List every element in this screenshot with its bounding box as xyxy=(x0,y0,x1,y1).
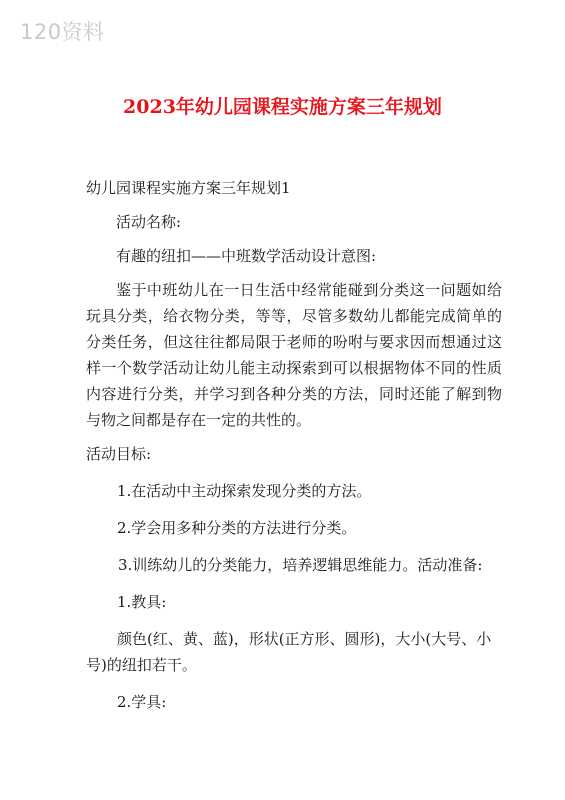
document-title: 2023年幼儿园课程实施方案三年规划 xyxy=(123,96,442,118)
goal-item-2: 2.学会用多种分类的方法进行分类。 xyxy=(117,519,357,537)
document-body xyxy=(86,175,502,715)
activity-name-label: 活动名称: xyxy=(116,213,182,231)
learning-aids-label: 2.学具: xyxy=(117,693,167,711)
teaching-aids-description: 颜色(红、黄、蓝)，形状(正方形、圆形)，大小(大号、小号)的纽扣若干。 xyxy=(86,630,492,674)
design-intent-paragraph: 鉴于中班幼儿在一日生活中经常能碰到分类这一问题如给玩具分类，给衣物分类，等等，尽管多数幼儿都能完成简单的分类任务，但这往往都局限于老师的吩咐与要求因而想通过这样一个数学活动让幼儿能主动探索到可以根据物体不同的性质内容进行分类，并学习到各种分类的方法，同时还能了解到物与物之间都是存在一定的共性的。 xyxy=(86,281,502,429)
watermark: 120资料 xyxy=(20,20,105,44)
goal-item-1: 1.在活动中主动探索发现分类的方法。 xyxy=(117,482,372,500)
section-heading: 幼儿园课程实施方案三年规划1 xyxy=(86,179,291,197)
teaching-aids-label: 1.教具: xyxy=(117,593,167,611)
activity-goals-label: 活动目标: xyxy=(86,445,152,463)
goal-item-3: 3.训练幼儿的分类能力，培养逻辑思维能力。活动准备: xyxy=(118,556,483,574)
activity-title-line: 有趣的纽扣——中班数学活动设计意图: xyxy=(116,247,377,265)
